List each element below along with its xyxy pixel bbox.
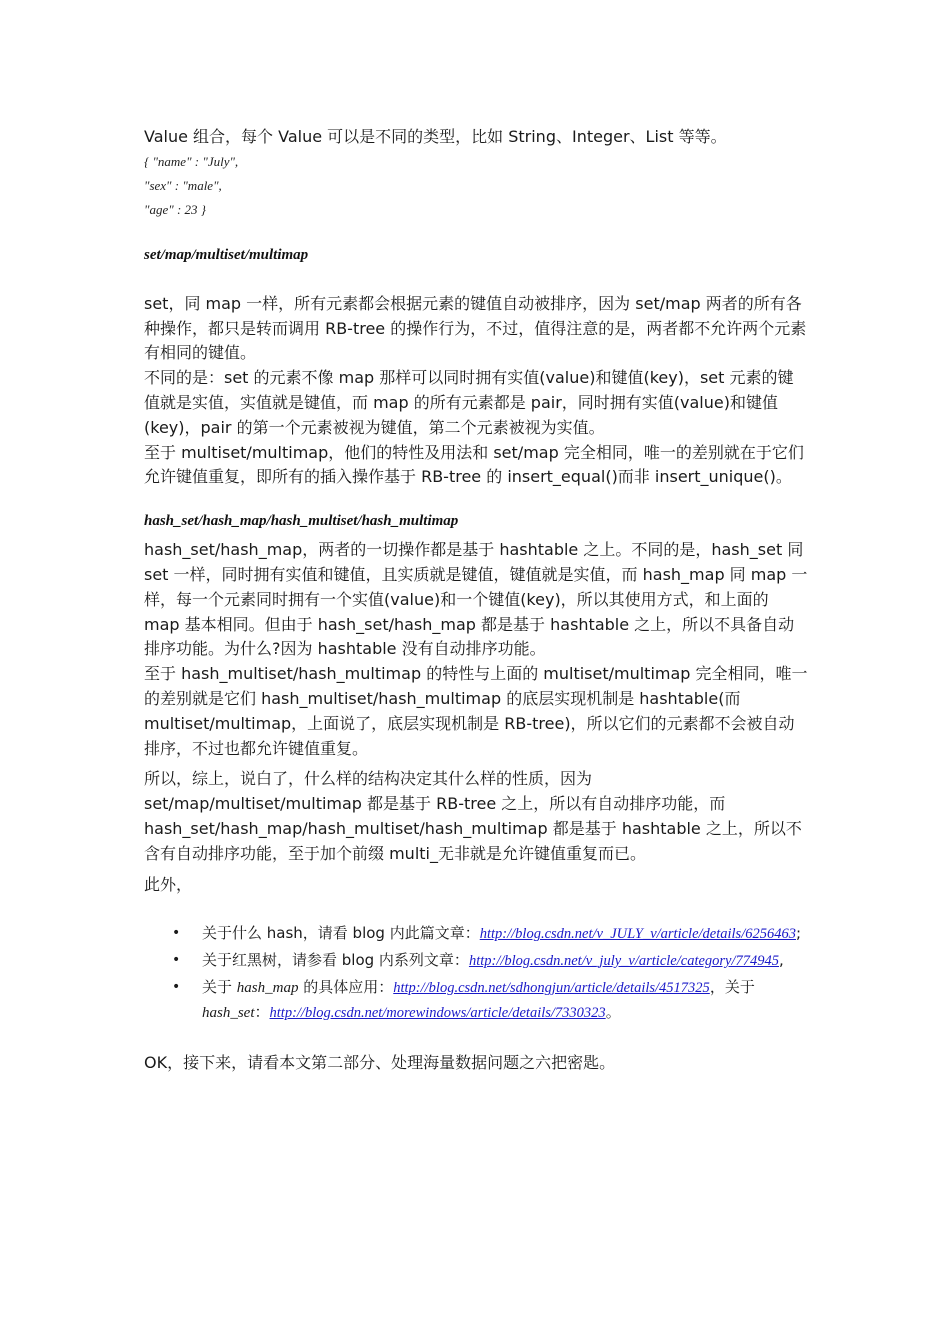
- section-heading-set-map: set/map/multiset/multimap: [144, 246, 309, 263]
- section-heading-hash: hash_set/hash_map/hash_multiset/hash_multimap: [144, 513, 459, 530]
- document-page: [144, 125, 809, 1076]
- reference-list: [144, 921, 809, 1025]
- hash-article-link[interactable]: http://blog.csdn.net/v_JULY_v/article/details/6256463: [479, 926, 796, 943]
- list-item: • 关于红黑树，请参看 blog 内系列文章：http://blog.csdn.net/v_july_v/article/category/774945,: [202, 948, 809, 974]
- paragraph: 此外，: [144, 874, 193, 894]
- bullet-icon: •: [172, 925, 181, 942]
- code-line: "sex" : "male",: [144, 177, 222, 193]
- rbtree-category-link[interactable]: http://blog.csdn.net/v_july_v/article/category/774945: [468, 952, 780, 969]
- paragraph: hash_set/hash_map，两者的一切操作都是基于 hashtable 之上。不同的是，hash_set 同 set 一样，同时拥有实值和键值，且实质就是键值，键值就是实值，而 hash_map 同 map 一样，每一个元素同时拥有一个实值(value)和一个键值(key)，所以其使用方式，和上面的 map 基本相同。但由于 hash_set/hash_map 都是基于 hashtable 之上，所以不具备自动排序功能。为什么?因为 hashtable 没有自动排序功能。: [144, 540, 808, 659]
- hash-set-usage-link[interactable]: http://blog.csdn.net/morewindows/article/details/7330323: [269, 1005, 606, 1022]
- bullet-icon: •: [172, 978, 181, 995]
- paragraph: set，同 map 一样，所有元素都会根据元素的键值自动被排序，因为 set/map 两者的所有各种操作，都只是转而调用 RB-tree 的操作行为，不过，值得注意的是，两者都不允许两个元素有相同的键值。: [144, 293, 807, 363]
- paragraph: 至于 multiset/multimap，他们的特性及用法和 set/map 完全相同，唯一的差别就在于它们允许键值重复，即所有的插入操作基于 RB-tree 的 insert_equal()而非 insert_unique()。: [144, 442, 804, 487]
- code-line: "age" : 23 }: [144, 201, 206, 217]
- bullet-icon: •: [172, 951, 181, 968]
- list-item: • 关于什么 hash，请看 blog 内此篇文章：http://blog.csdn.net/v_JULY_v/article/details/6256463;: [202, 921, 809, 947]
- paragraph: 所以，综上，说白了，什么样的结构决定其什么样的性质，因为 set/map/multiset/multimap 都是基于 RB-tree 之上，所以有自动排序功能，而 hash_set/hash_map/hash_multiset/hash_multimap 都是基于 hashtable 之上，所以不含有自动排序功能，至于加个前缀 multi_无非就是允许键值重复而已。: [144, 769, 802, 863]
- paragraph: 至于 hash_multiset/hash_multimap 的特性与上面的 multiset/multimap 完全相同，唯一的差别就是它们 hash_multiset/hash_multimap 的底层实现机制是 hashtable(而 multiset/multimap，上面说了，底层实现机制是 RB-tree)，所以它们的元素都不会被自动排序，不过也都允许键值重复。: [144, 664, 808, 758]
- code-line: { "name" : "July",: [144, 153, 239, 169]
- hash-map-usage-link[interactable]: http://blog.csdn.net/sdhongjun/article/details/4517325: [393, 979, 710, 996]
- list-item: • 关于 hash_map 的具体应用：http://blog.csdn.net/sdhongjun/article/details/4517325，关于 hash_set：http://blog.csdn.net/morewindows/article/details/7330323。: [202, 975, 809, 1026]
- json-example: [144, 150, 809, 222]
- closing-line: OK，接下来，请看本文第二部分、处理海量数据问题之六把密匙。: [144, 1052, 616, 1072]
- paragraph: 不同的是：set 的元素不像 map 那样可以同时拥有实值(value)和键值(key)，set 元素的键值就是实值，实值就是键值，而 map 的所有元素都是 pair，同时拥有实值(value)和键值(key)，pair 的第一个元素被视为键值，第二个元素被视为实值。: [144, 368, 794, 437]
- intro-line: Value 组合，每个 Value 可以是不同的类型，比如 String、Integer、List 等等。: [144, 127, 727, 146]
